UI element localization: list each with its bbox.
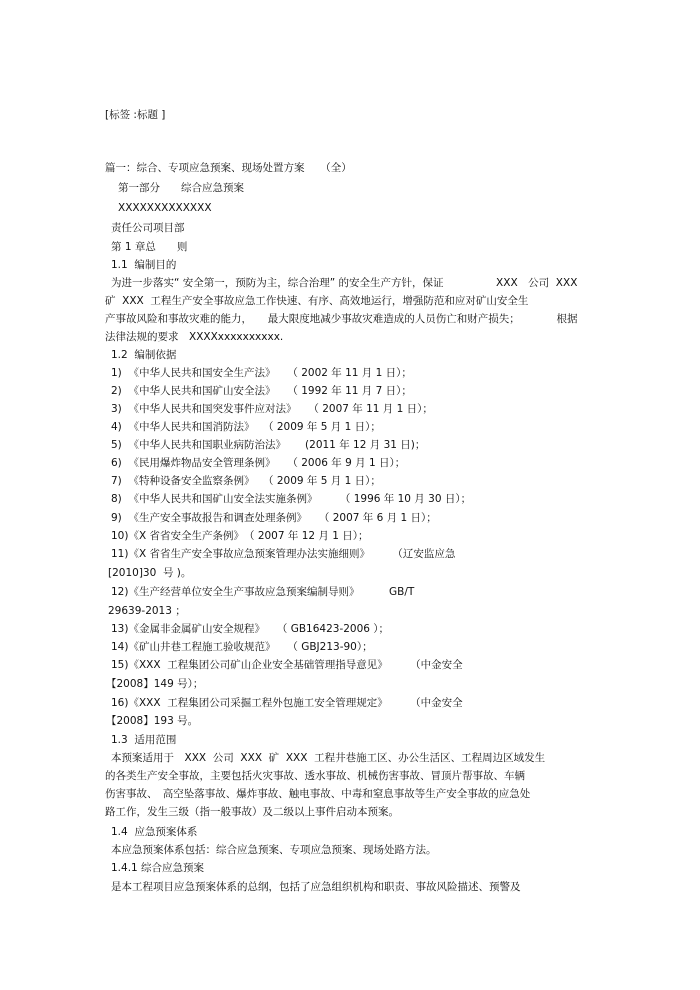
paragraph-line: 路工作，发生三级（指一般事故）及二级以上事件启动本预案。 <box>105 806 399 818</box>
list-item: 1) 《中华人民共和国安全生产法》 （ 2002 年 11 月 1 日）； <box>111 367 412 379</box>
section-heading: 1.1 编制目的 <box>111 259 177 271</box>
section-heading: 1.2 编制依据 <box>111 349 177 361</box>
list-item: 4) 《中华人民共和国消防法》 （ 2009 年 5 月 1 日）； <box>111 421 381 433</box>
list-item-continuation: [2010]30 号 )。 <box>108 567 192 579</box>
section-heading: 1.4 应急预案体系 <box>111 826 198 838</box>
company-mask: XXXXXXXXXXXXX <box>118 202 212 214</box>
department: 责任公司项目部 <box>111 222 185 234</box>
paragraph-line: 的各类生产安全事故，主要包括火灾事故、透水事故、机械伤害事故、冒顶片帮事故、车辆 <box>105 770 525 782</box>
list-item: 6) 《民用爆炸物品安全管理条例》 （ 2006 年 9 月 1 日）； <box>111 457 406 469</box>
list-item: 7) 《特种设备安全监察条例》 （ 2009 年 5 月 1 日）； <box>111 475 381 487</box>
list-item: 2) 《中华人民共和国矿山安全法》 （ 1992 年 11 月 7 日）； <box>111 385 412 397</box>
list-item: 11)《X 省省生产安全事故应急预案管理办法实施细则》 （辽安监应急 <box>111 548 456 560</box>
list-item: 8) 《中华人民共和国矿山安全法实施条例》 （ 1996 年 10 月 30 日）； <box>111 493 472 505</box>
tag-line: [标签 :标题 ] <box>105 109 166 121</box>
paragraph-line: 法律法规的要求 XXXXxxxxxxxxxx. <box>105 331 284 343</box>
list-item: 5) 《中华人民共和国职业病防治法》 (2011 年 12 月 31 日)； <box>111 439 426 451</box>
list-item: 14)《矿山井巷工程施工验收规范》 （ GBJ213-90）； <box>111 641 373 653</box>
list-item-continuation: 【2008】193 号。 <box>106 715 199 727</box>
paragraph-line: 伤害事故、 高空坠落事故、爆炸事故、触电事故、中毒和窒息事故等生产安全事故的应急处 <box>105 788 531 800</box>
list-item: 15)《XXX 工程集团公司矿山企业安全基础管理指导意见》 （中金安全 <box>111 659 463 671</box>
chapter-title: 篇一：综合、专项应急预案、现场处置方案 （全） <box>105 162 352 174</box>
list-item: 13)《金属非金属矿山安全规程》 （ GB16423-2006 ）； <box>111 623 390 635</box>
list-item-continuation: 29639-2013 ； <box>108 605 186 617</box>
list-item: 3) 《中华人民共和国突发事件应对法》 （ 2007 年 11 月 1 日）； <box>111 403 433 415</box>
list-item: 16)《XXX 工程集团公司采掘工程外包施工安全管理规定》 （中金安全 <box>111 697 463 709</box>
list-item: 9) 《生产安全事故报告和调查处理条例》 （ 2007 年 6 月 1 日）； <box>111 512 437 524</box>
paragraph-line: 为进一步落实“ 安全第一，预防为主，综合治理” 的安全生产方针，保证 XXX 公司 XXX <box>111 277 578 289</box>
section-heading: 1.3 适用范围 <box>111 734 177 746</box>
chapter-heading: 第 1 章总 则 <box>111 241 188 253</box>
paragraph-line: 本预案适用于 XXX 公司 XXX 矿 XXX 工程井巷施工区、办公生活区、工程周边区域发生 <box>111 752 546 764</box>
paragraph-line: 产事故风险和事故灾难的能力， 最大限度地减少事故灾难造成的人员伤亡和财产损失； 根据 <box>105 313 578 325</box>
paragraph-line: 矿 XXX 工程生产安全事故应急工作快速、有序、高效地运行，增强防范和应对矿山安全生 <box>105 295 529 307</box>
list-item-continuation: 【2008】149 号）； <box>106 678 204 690</box>
list-item: 10)《X 省省安全生产条例》 （ 2007 年 12 月 1 日）； <box>111 530 369 542</box>
paragraph-line: 本应急预案体系包括：综合应急预案、专项应急预案、现场处路方法。 <box>111 844 437 856</box>
subsection-heading: 1.4.1 综合应急预案 <box>111 862 205 874</box>
paragraph-line: 是本工程项目应急预案体系的总纲，包括了应急组织机构和职责、事故风险描述、预警及 <box>111 881 521 893</box>
part-title: 第一部分 综合应急预案 <box>118 182 244 194</box>
list-item: 12)《生产经营单位安全生产事故应急预案编制导则》 GB/T <box>111 586 415 598</box>
